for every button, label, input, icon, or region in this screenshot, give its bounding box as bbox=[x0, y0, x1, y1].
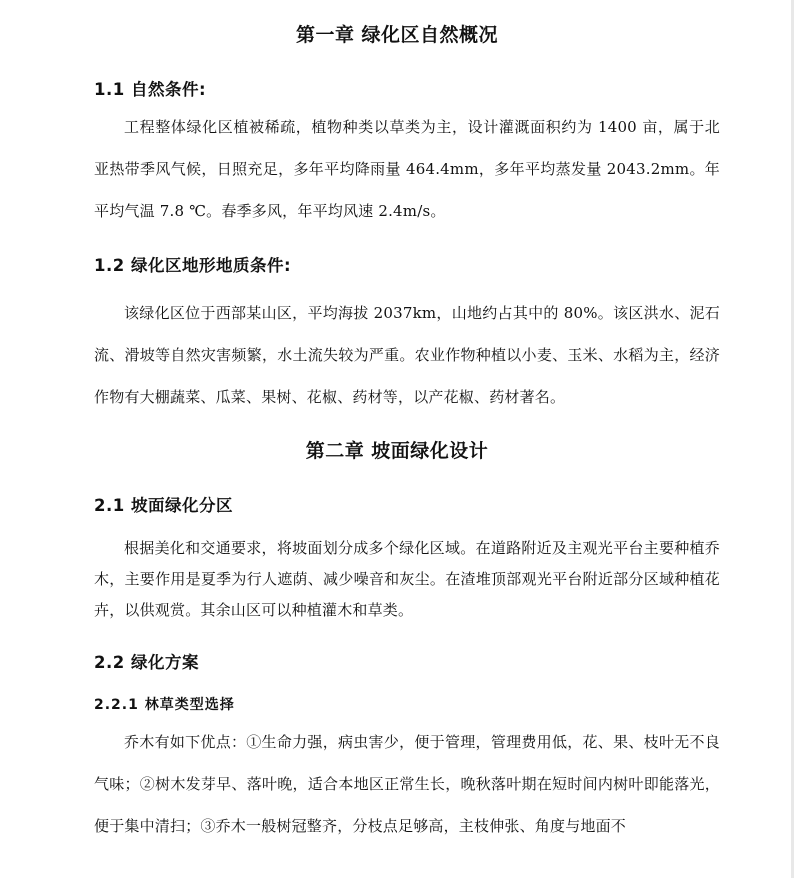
section-1-2-paragraph: 该绿化区位于西部某山区，平均海拔 2037km，山地约占其中的 80%。该区洪水、泥石流、滑坡等自然灾害频繁，水土流失较为严重。农业作物种植以小麦、玉米、水稻为主，经济作物有大棚蔬菜、瓜菜、果树、花椒、药材等，以产花椒、药材著名。 bbox=[94, 304, 720, 406]
section-2-2-heading: 2.2 绿化方案 bbox=[94, 653, 199, 672]
section-2-1-paragraph: 根据美化和交通要求，将坡面划分成多个绿化区域。在道路附近及主观光平台主要种植乔木，主要作用是夏季为行人遮荫、减少噪音和灰尘。在渣堆顶部观光平台附近部分区域种植花卉，以供观赏。其余山区可以种植灌木和草类。 bbox=[94, 539, 720, 619]
chapter-1-title: 第一章 绿化区自然概况 bbox=[295, 24, 499, 46]
section-1-1-heading: 1.1 自然条件: bbox=[94, 80, 207, 99]
chapter-2-title: 第二章 坡面绿化设计 bbox=[305, 440, 489, 462]
section-1-2-heading: 1.2 绿化区地形地质条件: bbox=[94, 256, 292, 275]
subsection-2-2-1-heading: 2.2.1 林草类型选择 bbox=[94, 697, 235, 713]
section-2-1-heading: 2.1 坡面绿化分区 bbox=[94, 496, 233, 515]
section-1-1-paragraph: 工程整体绿化区植被稀疏，植物种类以草类为主，设计灌溉面积约为 1400 亩，属于北亚热带季风气候，日照充足，多年平均降雨量 464.4mm，多年平均蒸发量 2043.2mm。年平均气温 7.8 ℃。春季多风，年平均风速 2.4m/s。 bbox=[94, 118, 720, 220]
subsection-2-2-1-paragraph: 乔木有如下优点：①生命力强，病虫害少，便于管理，管理费用低，花、果、枝叶无不良气味；②树木发芽早、落叶晚，适合本地区正常生长，晚秋落叶期在短时间内树叶即能落光，便于集中清扫；③乔木一般树冠整齐，分枝点足够高，主枝伸张、角度与地面不 bbox=[94, 733, 720, 835]
